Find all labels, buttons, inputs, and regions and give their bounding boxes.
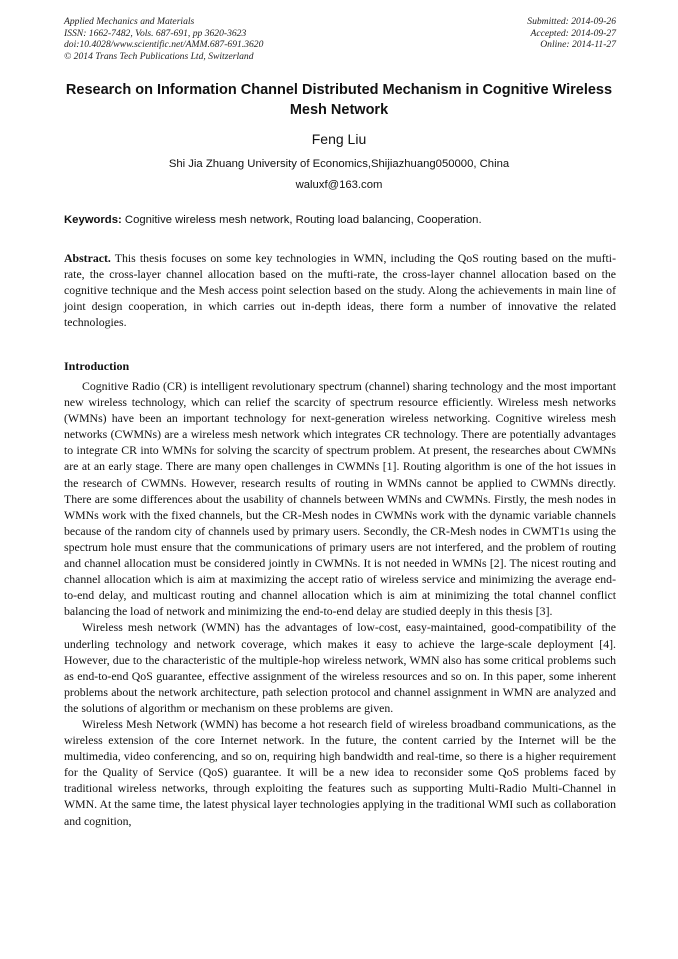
author-affiliation: Shi Jia Zhuang University of Economics,Shijiazhuang050000, China [168, 158, 510, 170]
journal-name: Applied Mechanics and Materials [64, 16, 195, 27]
submission-dates [527, 16, 616, 51]
paragraph: Wireless mesh network (WMN) has the advantages of low-cost, easy-maintained, good-compatibility of the underling technology and network coverage, which makes it easy to achieve the large-scale deployment [4]. However, due to the characteristic of the multiple-hop wireless network, WMN also has some critical problems such as end-to-end QoS guarantee, effective assignment of the wireless resources and so on. In this paper, some inherent problems about the network architecture, path selection protocol and channel assignment in WMN are analyzed and the solutions of algorithm or mechanism on these problems are given. [64, 620, 616, 715]
accepted-date: Accepted: 2014-09-27 [530, 27, 616, 39]
online-date: Online: 2014-11-27 [540, 39, 616, 50]
section-heading: Introduction [64, 359, 130, 373]
author-email: waluxf@163.com [295, 179, 383, 191]
introduction-body [64, 378, 616, 829]
author-name: Feng Liu [311, 131, 367, 147]
keywords [64, 214, 616, 226]
doi-line: doi:10.4028/www.scientific.net/AMM.687-691.3620 [64, 39, 264, 50]
copyright-line: © 2014 Trans Tech Publications Ltd, Switzerland [64, 50, 254, 62]
keywords-label: Keywords: [64, 214, 122, 226]
abstract [64, 250, 616, 330]
journal-info [64, 16, 263, 62]
paper-title: Research on Information Channel Distributed Mechanism in Cognitive Wireless Mesh Network [65, 82, 613, 118]
keywords-text: Cognitive wireless mesh network, Routing load balancing, Cooperation. [124, 214, 482, 226]
abstract-text: This thesis focuses on some key technologies in WMN, including the QoS routing based on the mufti-rate, the cross-layer channel allocation based on the mufti-rate, the cross-layer channel allocation based on the cognitive technique and the Mesh access point selection based on the study. Along the achievements in main line of joint design cooperation, in which carries out in-depth ideas, there form a number of innovative the related technologies. [64, 251, 616, 329]
submitted-date: Submitted: 2014-09-26 [527, 16, 616, 27]
paragraph: Cognitive Radio (CR) is intelligent revolutionary spectrum (channel) sharing technology and the most important new wireless technology, which can relief the scarcity of spectrum resource efficiently. Wireless mesh networks (WMNs) have been an important technology for next-generation wireless networking. Cognitive wireless mesh networks (CWMNs) are a wireless mesh network which integrates CR technology. There are potentially advantages to integrate CR into WMNs for solving the scarcity of spectrum problem. At present, the researches about CWMNs are at an early stage. There are many open challenges in CWMNs [1]. Routing algorithm is one of the hot issues in the research of CWMNs. However, research results of routing in WMNs cannot be applied to CWMNs directly. There are some differences about the usability of channels between WMNs and CWMNs. Firstly, the mesh nodes in WMNs work with the fixed channels, but the CR-Mesh nodes in CWMNs work with the dynamic variable channels because of the random city of channels used by primary users. Secondly, the CR-Mesh nodes in CWMT1s using the spectrum hole must ensure that the communications of primary users are not interfered, and the problem of routing and channel allocation must be considered jointly in CWMNs. It is not needed in WMNs [2]. The nicest routing and channel allocation which is aim at maximizing the accept ratio of wireless service and minimizing the average end-to-end delay, and multicast routing and channel allocation which is aim at minimizing the total channel conflict balancing the load of network and minimizing the end-to-end delay are studied deeply in this thesis [3]. [64, 379, 616, 619]
issn-line: ISSN: 1662-7482, Vols. 687-691, pp 3620-3623 [64, 27, 247, 39]
paragraph: Wireless Mesh Network (WMN) has become a hot research field of wireless broadband communications, as the wireless extension of the core Internet network. In the future, the content carried by the Internet will be the multimedia, video conferencing, and so on, requiring high bandwidth and real-time, so there is a higher requirement for the Quality of Service (QoS) guarantee. It will be a new idea to reconsider some QoS problems faced by traditional wireless networks, through exploiting the features such as supporting Multi-Radio Multi-Channel in WMN. At the same time, the latest physical layer technologies applying in the traditional WMI such as collaboration and cognition, [64, 716, 616, 828]
abstract-label: Abstract. [64, 251, 111, 265]
